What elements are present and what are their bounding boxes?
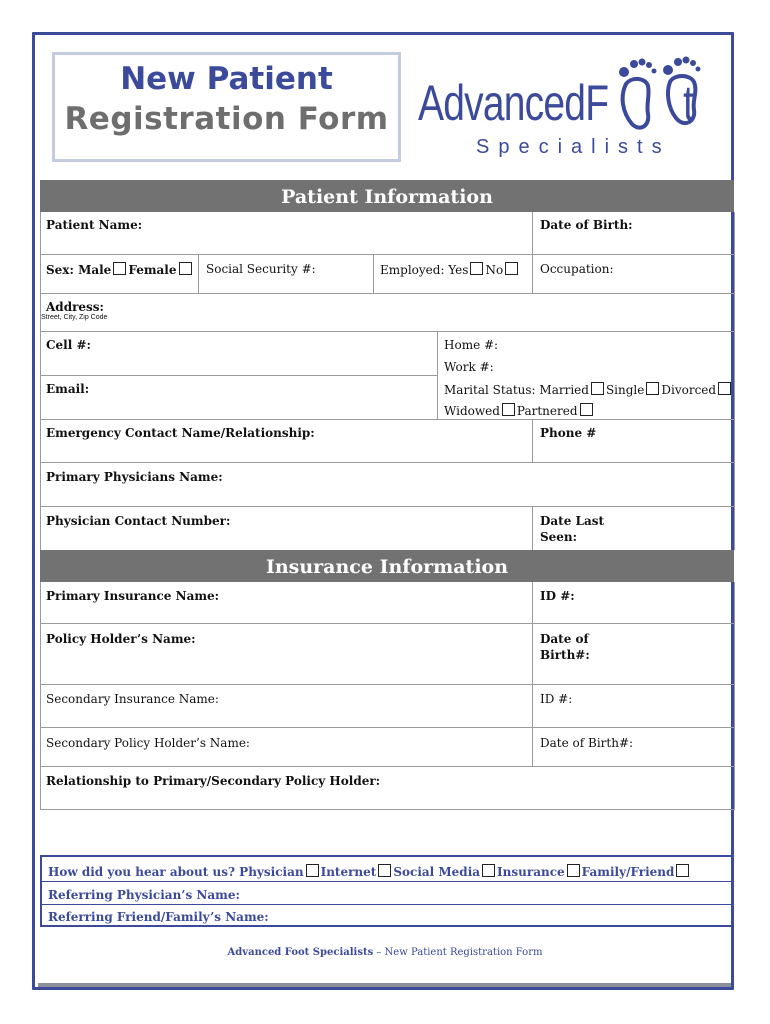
physician-contact-label: Physician Contact Number: <box>46 514 231 528</box>
internet-checkbox[interactable] <box>378 864 391 877</box>
referral-box <box>40 855 734 927</box>
secondary-id-label: ID #: <box>540 692 573 706</box>
female-checkbox[interactable] <box>179 262 192 275</box>
primary-physician-label: Primary Physicians Name: <box>46 470 223 484</box>
feet-icon <box>612 52 704 132</box>
ssn-label: Social Security #: <box>206 262 316 276</box>
work-phone-label: Work #: <box>444 360 494 374</box>
primary-id-label: ID #: <box>540 589 575 603</box>
cell-label: Cell #: <box>46 338 91 352</box>
social-media-checkbox[interactable] <box>482 864 495 877</box>
partnered-checkbox[interactable] <box>580 403 593 416</box>
internet-label: Internet <box>320 865 377 879</box>
sex-male-label: Sex: Male <box>46 263 112 277</box>
employed-no-label: No <box>485 263 504 277</box>
single-checkbox[interactable] <box>646 382 659 395</box>
policy-dob-label-line2: Birth#: <box>540 648 590 662</box>
secondary-policy-holder-label: Secondary Policy Holder’s Name: <box>46 736 250 750</box>
referring-friend-label: Referring Friend/Family’s Name: <box>48 910 269 924</box>
married-checkbox[interactable] <box>591 382 604 395</box>
address-note: Street, City, Zip Code <box>41 314 108 321</box>
divorced-checkbox[interactable] <box>718 382 731 395</box>
title-box <box>52 52 401 162</box>
insurance-label: Insurance <box>497 865 565 879</box>
logo-subtitle: Specialists <box>476 136 671 158</box>
social-media-label: Social Media <box>393 865 481 879</box>
marital-status-row2 <box>444 403 595 418</box>
relationship-label: Relationship to Primary/Secondary Policy Holder: <box>46 774 381 788</box>
emergency-contact-label: Emergency Contact Name/Relationship: <box>46 426 315 440</box>
referring-physician-label: Referring Physician’s Name: <box>48 888 240 902</box>
family-friend-checkbox[interactable] <box>676 864 689 877</box>
footer-form-name: – New Patient Registration Form <box>373 947 543 958</box>
footer <box>0 947 770 958</box>
partnered-label: Partnered <box>516 404 578 418</box>
secondary-insurance-label: Secondary Insurance Name: <box>46 692 219 706</box>
emergency-phone-label: Phone # <box>540 426 597 440</box>
widowed-checkbox[interactable] <box>502 403 515 416</box>
primary-insurance-label: Primary Insurance Name: <box>46 589 220 603</box>
logo-wordmark: AdvancedF t <box>418 75 694 131</box>
footer-brand: Advanced Foot Specialists <box>227 947 374 958</box>
policy-dob-label-line1: Date of <box>540 632 589 646</box>
insurance-checkbox[interactable] <box>567 864 580 877</box>
family-friend-label: Family/Friend <box>581 865 675 879</box>
seen-label: Seen: <box>540 530 578 544</box>
divorced-label: Divorced <box>661 383 717 397</box>
physician-checkbox[interactable] <box>306 864 319 877</box>
widowed-label: Widowed <box>444 404 500 418</box>
address-label: Address: <box>46 300 104 314</box>
how-heard-physician-label: How did you hear about us? Physician <box>48 865 304 879</box>
date-of-birth-label: Date of Birth: <box>540 218 633 232</box>
single-label: Single <box>605 383 645 397</box>
email-label: Email: <box>46 382 90 396</box>
occupation-label: Occupation: <box>540 262 614 276</box>
form-title-line1: New Patient <box>120 61 333 97</box>
marital-status-row1 <box>444 382 733 397</box>
page-border <box>32 32 734 990</box>
section-header-insurance-information: Insurance Information <box>40 550 734 582</box>
date-last-label: Date Last <box>540 514 605 528</box>
section-header-patient-information: Patient Information <box>40 180 734 212</box>
secondary-dob-label: Date of Birth#: <box>540 736 634 750</box>
sex-field <box>46 262 194 277</box>
company-logo <box>418 52 722 162</box>
married-label: Marital Status: Married <box>444 383 589 397</box>
employed-yes-checkbox[interactable] <box>470 262 483 275</box>
employed-field <box>380 262 520 277</box>
home-phone-label: Home #: <box>444 338 499 352</box>
male-checkbox[interactable] <box>113 262 126 275</box>
form-title-line2: Registration Form <box>64 101 389 137</box>
policy-holder-label: Policy Holder’s Name: <box>46 632 196 646</box>
employed-no-checkbox[interactable] <box>505 262 518 275</box>
how-heard-row <box>48 864 691 879</box>
patient-name-label: Patient Name: <box>46 218 143 232</box>
employed-yes-label: Employed: Yes <box>380 263 469 277</box>
female-label: Female <box>128 263 177 277</box>
